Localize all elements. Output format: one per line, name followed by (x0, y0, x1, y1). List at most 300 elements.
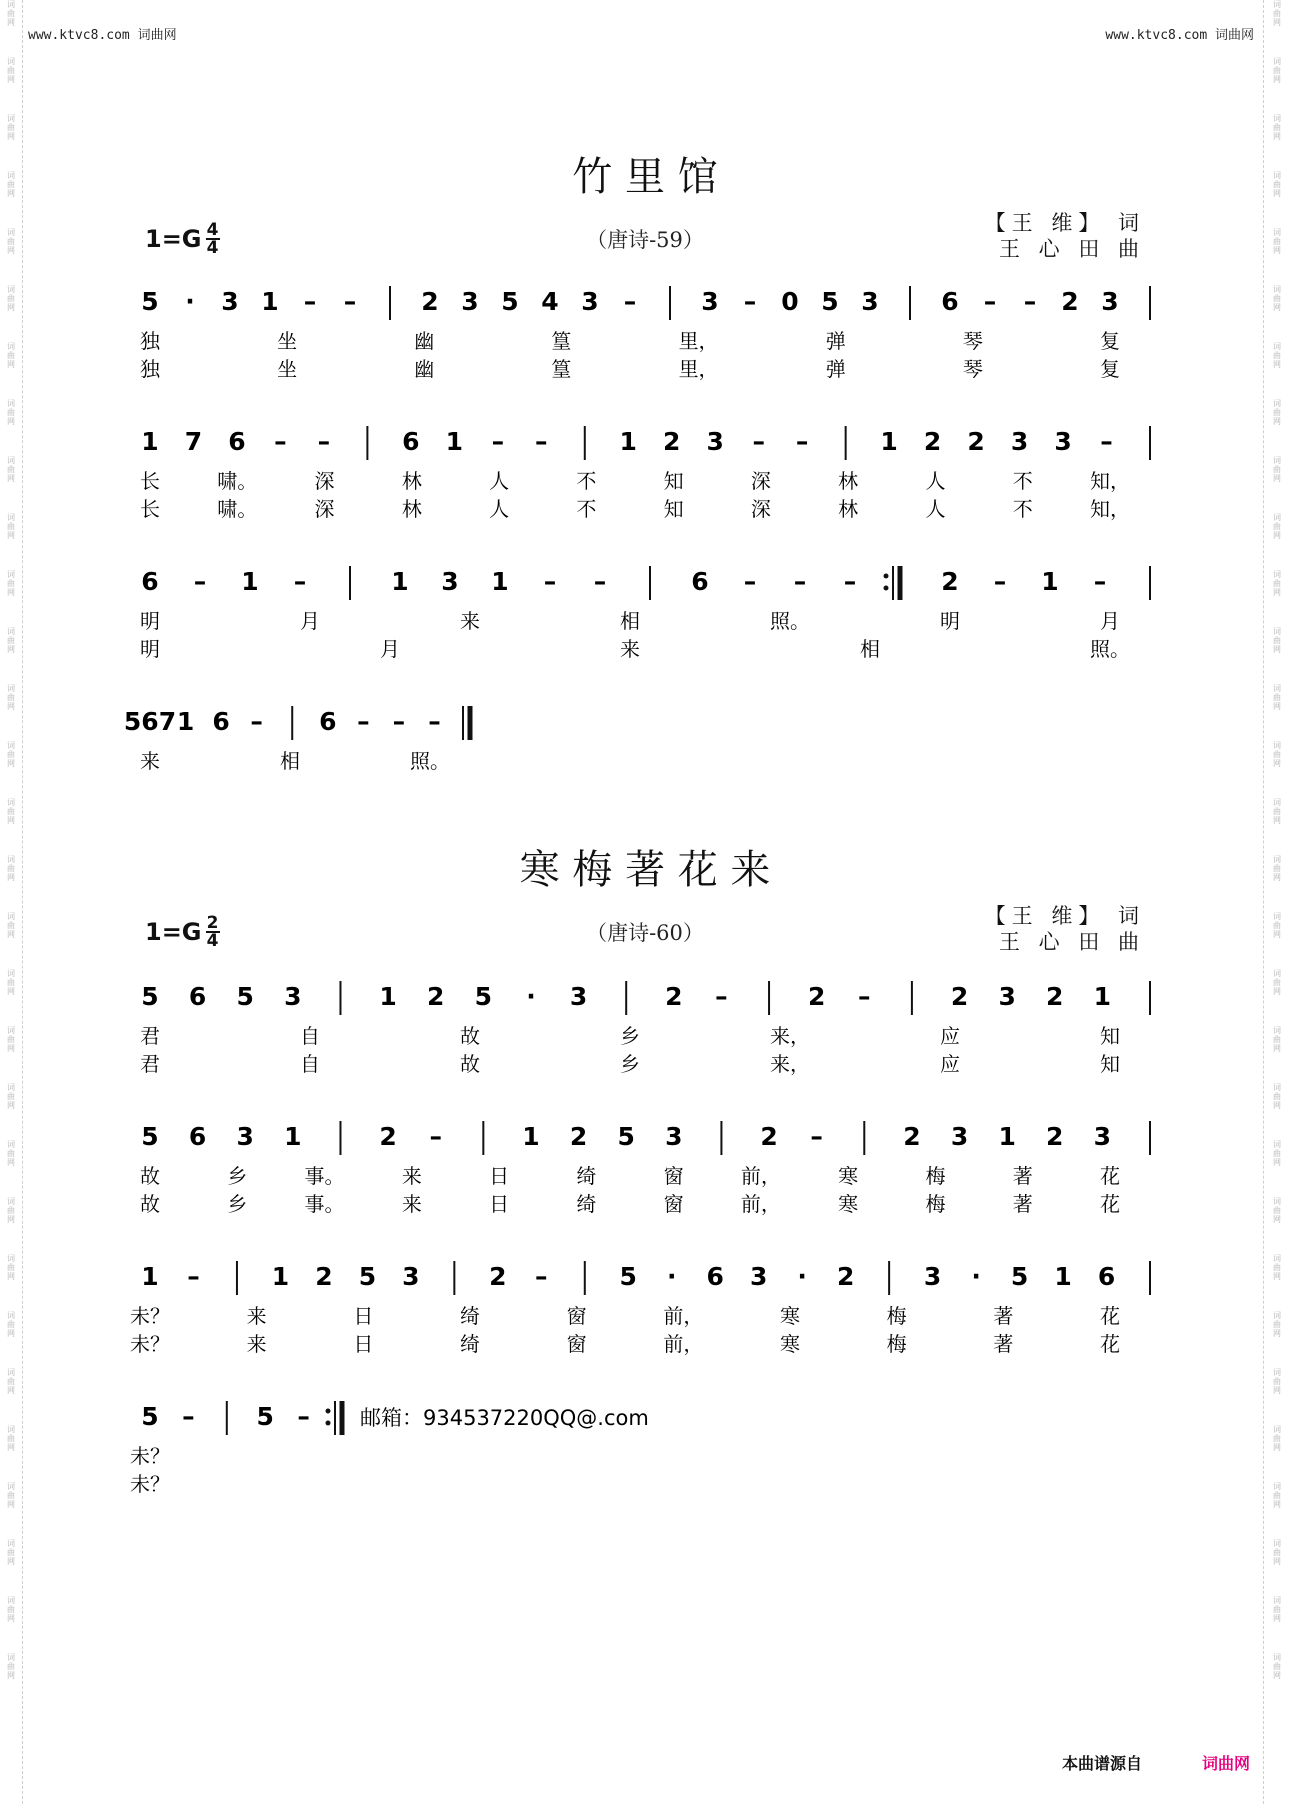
note: 6 (228, 427, 246, 456)
watermark-text: 词曲网 (6, 1311, 16, 1338)
watermark-text: 词曲网 (6, 228, 16, 255)
note: 2 (427, 982, 445, 1011)
note: – (743, 567, 757, 596)
lyric-syllable: 寒 (838, 1192, 859, 1216)
lyric-syllable: 绮 (576, 1164, 597, 1188)
note: 2 (1046, 982, 1064, 1011)
note: 5 (141, 1122, 159, 1151)
lyric-syllable: 林 (838, 497, 859, 521)
watermark-text: 词曲网 (1272, 0, 1282, 27)
watermark-text: 词曲网 (1272, 570, 1282, 597)
lyric-syllable: 寒 (780, 1332, 800, 1356)
barline (911, 981, 913, 1015)
note: 3 (706, 427, 724, 456)
note: – (274, 427, 287, 456)
lyric-syllable: 复 (1100, 357, 1120, 381)
barline (389, 286, 391, 320)
barline (482, 1121, 484, 1155)
lyric-syllable: 前， (740, 1192, 781, 1216)
barline (649, 566, 651, 600)
barline (884, 566, 903, 600)
barline (339, 1121, 341, 1155)
lyric-syllable: 故 (140, 1164, 160, 1188)
note: – (297, 1402, 310, 1431)
lyric-syllable: 日 (489, 1192, 510, 1216)
lyric-syllable: 乡 (227, 1164, 248, 1188)
lyric-syllable: 坐 (277, 329, 298, 353)
lyric-syllable: 故 (460, 1024, 480, 1048)
song-subtitle: （唐诗-60） (586, 921, 704, 945)
watermark-text: 词曲网 (1272, 969, 1282, 996)
lyric-syllable: 窗 (663, 1164, 684, 1188)
note: – (1023, 287, 1037, 316)
note: · (526, 982, 536, 1011)
barline (236, 1261, 238, 1295)
lyric-syllable: 未？ (130, 1304, 170, 1328)
barline (669, 286, 671, 320)
note: 4 (541, 287, 559, 316)
lyricist-credit: 【王 维】 词 (984, 211, 1145, 235)
watermark-text: 词曲网 (6, 1026, 16, 1053)
lyric-syllable: 弹 (825, 329, 846, 353)
lyric-syllable: 深 (750, 497, 771, 521)
note: 567 (123, 707, 177, 736)
lyric-syllable: 月 (1100, 609, 1120, 633)
watermark-text: 词曲网 (1272, 1254, 1282, 1281)
note: 1 (141, 427, 159, 456)
lyric-syllable: 未？ (130, 1332, 170, 1356)
note: – (795, 427, 809, 456)
note: 6 (188, 1122, 207, 1151)
note: 2 (760, 1122, 778, 1151)
note: 3 (284, 982, 302, 1011)
note: 2 (836, 1262, 855, 1291)
note: 2 (379, 1122, 397, 1151)
barline (339, 981, 341, 1015)
watermark-text: 词曲网 (1272, 285, 1282, 312)
lyric-syllable: 月 (300, 609, 320, 633)
note: – (317, 427, 331, 456)
note: 2 (569, 1122, 588, 1151)
site-url-left[interactable]: www.ktvc8.com 词曲网 (28, 28, 177, 43)
note: 6 (188, 982, 207, 1011)
lyric-syllable: 窗 (663, 1192, 684, 1216)
watermark-text: 词曲网 (6, 1368, 16, 1395)
note: 3 (461, 287, 479, 316)
note: 5 (619, 1262, 637, 1291)
watermark-text: 词曲网 (6, 912, 16, 939)
lyric-syllable: 前， (663, 1332, 704, 1356)
note: · (797, 1262, 807, 1291)
note: 2 (489, 1262, 507, 1291)
note: – (752, 427, 765, 456)
note: – (543, 567, 557, 596)
lyric-syllable: 著 (993, 1304, 1014, 1328)
watermark-text: 词曲网 (1272, 741, 1282, 768)
note: – (593, 567, 607, 596)
barline (584, 426, 586, 460)
lyric-syllable: 乡 (620, 1052, 640, 1076)
watermark-text: 词曲网 (1272, 1311, 1282, 1338)
lyric-syllable: 来 (460, 609, 480, 633)
lyric-syllable: 著 (1012, 1164, 1033, 1188)
time-signature: $\frac{4}{4}$ (206, 220, 219, 258)
note: 5 (474, 982, 493, 1011)
lyric-syllable: 琴 (962, 357, 983, 381)
note: 5 (1010, 1262, 1029, 1291)
lyric-syllable: 知 (663, 497, 684, 521)
note: – (1100, 427, 1113, 456)
lyric-syllable: 来 (401, 1192, 422, 1216)
lyric-syllable: 梅 (886, 1332, 907, 1356)
watermark-text: 词曲网 (1272, 456, 1282, 483)
barline (366, 426, 368, 460)
lyric-syllable: 月 (380, 637, 400, 661)
watermark-text: 词曲网 (1272, 1539, 1282, 1566)
watermark-text: 词曲网 (6, 171, 16, 198)
lyric-syllable: 来 (620, 637, 640, 661)
lyric-syllable: 啸。 (217, 497, 258, 521)
lyric-syllable: 来 (246, 1332, 267, 1356)
barline (453, 1261, 455, 1295)
lyric-syllable: 绮 (460, 1304, 480, 1328)
barline (326, 1401, 345, 1435)
note: 1 (141, 1262, 159, 1291)
barline (1149, 286, 1151, 320)
composer-credit: 王 心 田 曲 (998, 237, 1145, 261)
lyric-syllable: 自 (300, 1052, 320, 1076)
watermark-text: 词曲网 (6, 285, 16, 312)
note: 1 (1041, 567, 1059, 596)
watermark-text: 词曲网 (6, 57, 16, 84)
note: 1 (391, 567, 409, 596)
note: 5 (256, 1402, 274, 1431)
lyric-syllable: 自 (300, 1024, 320, 1048)
lyric-syllable: 前， (663, 1304, 704, 1328)
watermark-text: 词曲网 (6, 684, 16, 711)
watermark-text: 词曲网 (1272, 1425, 1282, 1452)
site-url-right[interactable]: www.ktvc8.com 词曲网 (1105, 28, 1254, 43)
note: 3 (701, 287, 719, 316)
note: 3 (441, 567, 459, 596)
watermark-text: 词曲网 (1272, 1482, 1282, 1509)
watermark-text: 词曲网 (6, 1254, 16, 1281)
song-subtitle: （唐诗-59） (586, 228, 704, 252)
note: – (187, 1262, 200, 1291)
lyric-syllable: 来， (770, 1024, 810, 1048)
watermark-text: 词曲网 (1272, 1368, 1282, 1395)
watermark-text: 词曲网 (1272, 228, 1282, 255)
lyric-syllable: 篁 (551, 329, 572, 353)
barline (226, 1401, 228, 1435)
lyric-syllable: 窗 (566, 1332, 587, 1356)
watermark-text: 词曲网 (6, 456, 16, 483)
barline (1149, 981, 1151, 1015)
lyric-syllable: 明 (940, 609, 960, 633)
watermark-text: 词曲网 (1272, 912, 1282, 939)
barline (291, 706, 293, 740)
note: 3 (236, 1122, 254, 1151)
barline (909, 286, 911, 320)
note: 2 (1061, 287, 1079, 316)
watermark-text: 词曲网 (6, 513, 16, 540)
lyric-syllable: 君 (140, 1024, 160, 1048)
lyric-syllable: 未？ (130, 1444, 170, 1468)
note: 5 (236, 982, 254, 1011)
lyric-syllable: 林 (401, 497, 422, 521)
lyric-syllable: 幽 (414, 357, 435, 381)
watermark-text: 词曲网 (1272, 399, 1282, 426)
lyric-syllable: 深 (314, 497, 335, 521)
lyric-syllable: 未？ (130, 1472, 170, 1496)
lyric-syllable: 相 (280, 749, 300, 773)
lyric-syllable: 著 (1012, 1192, 1033, 1216)
watermark-text: 词曲网 (1272, 1083, 1282, 1110)
note: – (535, 1262, 548, 1291)
source-label: 本曲谱源自 (1061, 1754, 1142, 1773)
lyric-syllable: 人 (925, 497, 946, 521)
barline (349, 566, 351, 600)
watermark-text: 词曲网 (1272, 1596, 1282, 1623)
lyric-syllable: 来 (401, 1164, 422, 1188)
lyric-syllable: 事。 (304, 1192, 345, 1216)
note: 2 (421, 287, 439, 316)
note: – (293, 567, 307, 596)
note: 3 (1101, 287, 1119, 316)
watermark-text: 词曲网 (1272, 684, 1282, 711)
note: 2 (923, 427, 942, 456)
lyric-syllable: 林 (401, 469, 422, 493)
note: 1 (880, 427, 898, 456)
note: 1 (1093, 982, 1112, 1011)
time-signature: $\frac{2}{4}$ (206, 913, 219, 951)
watermark-text: 词曲网 (1272, 342, 1282, 369)
note: – (743, 287, 757, 316)
watermark-text: 词曲网 (6, 1083, 16, 1110)
note: 3 (861, 287, 879, 316)
lyricist-credit: 【王 维】 词 (984, 904, 1145, 928)
note: – (392, 707, 406, 736)
note: · (185, 287, 195, 316)
lyric-syllable: 人 (489, 469, 510, 493)
lyric-syllable: 啸。 (217, 469, 258, 493)
note: 2 (665, 982, 683, 1011)
lyric-syllable: 乡 (227, 1192, 248, 1216)
lyric-syllable: 知， (1090, 469, 1130, 493)
lyric-syllable: 梅 (925, 1164, 946, 1188)
lyric-syllable: 明 (140, 637, 160, 661)
note: – (193, 567, 207, 596)
note: 3 (1010, 427, 1029, 456)
lyric-syllable: 应 (940, 1052, 960, 1076)
lyric-syllable: 不 (576, 497, 597, 521)
song-credits (985, 210, 1145, 262)
song-credits (985, 903, 1145, 955)
lyric-syllable: 篁 (551, 357, 572, 381)
lyric-syllable: 人 (489, 497, 510, 521)
lyric-syllable: 前， (740, 1164, 781, 1188)
barline (1149, 566, 1151, 600)
lyric-syllable: 知， (1090, 497, 1130, 521)
lyric-syllable: 应 (940, 1024, 960, 1048)
watermark-text: 词曲网 (1272, 1653, 1282, 1680)
note: 1 (1054, 1262, 1072, 1291)
lyric-syllable: 不 (1012, 497, 1033, 521)
note: – (623, 287, 637, 316)
watermark-text: 词曲网 (6, 741, 16, 768)
lyric-syllable: 深 (314, 469, 335, 493)
note: 7 (184, 427, 203, 456)
lyric-syllable: 绮 (460, 1332, 480, 1356)
lyric-syllable: 人 (925, 469, 946, 493)
lyric-syllable: 照。 (1090, 637, 1130, 661)
note: 5 (141, 982, 159, 1011)
watermark-text: 词曲网 (1272, 114, 1282, 141)
note: – (535, 427, 548, 456)
note: 6 (402, 427, 420, 456)
barline (1149, 426, 1151, 460)
note: 5 (821, 287, 839, 316)
key-label: 1=G (145, 225, 202, 253)
note: 2 (663, 427, 681, 456)
lyric-syllable: 花 (1100, 1304, 1120, 1328)
note: – (303, 287, 317, 316)
note: – (357, 707, 370, 736)
lyric-syllable: 里， (678, 329, 719, 353)
note: 6 (212, 707, 230, 736)
song-title: 竹 里 馆 (572, 154, 718, 200)
note: – (843, 567, 857, 596)
lyric-syllable: 花 (1100, 1164, 1120, 1188)
lyric-syllable: 花 (1100, 1332, 1120, 1356)
watermark-text: 词曲网 (6, 399, 16, 426)
barline (888, 1261, 890, 1295)
note: 1 (445, 427, 464, 456)
lyric-syllable: 坐 (277, 357, 298, 381)
note: – (715, 982, 728, 1011)
lyric-syllable: 来 (246, 1304, 267, 1328)
lyric-syllable: 林 (838, 469, 859, 493)
barline (462, 706, 473, 740)
note: 5 (501, 287, 519, 316)
note: 1 (241, 567, 259, 596)
footer-brand-link[interactable]: 词曲网 (1201, 1754, 1250, 1773)
note: – (810, 1122, 823, 1151)
watermark-text: 词曲网 (6, 0, 16, 27)
note: – (491, 427, 505, 456)
note: · (971, 1262, 981, 1291)
lyric-syllable: 日 (489, 1164, 510, 1188)
lyric-syllable: 相 (860, 637, 880, 661)
note: 2 (1046, 1122, 1064, 1151)
watermark-text: 词曲网 (6, 855, 16, 882)
email-contact: 邮箱：934537220QQ@.com (360, 1406, 649, 1430)
note: – (343, 287, 357, 316)
watermark-text: 词曲网 (6, 1140, 16, 1167)
note: 2 (903, 1122, 921, 1151)
note: · (666, 1262, 677, 1291)
lyric-syllable: 知 (1100, 1052, 1120, 1076)
lyric-syllable: 独 (140, 357, 160, 381)
score-song-1 (0, 270, 1290, 790)
watermark-text: 词曲网 (6, 570, 16, 597)
lyric-syllable: 梅 (925, 1192, 946, 1216)
note: 1 (379, 982, 397, 1011)
note: 1 (284, 1122, 302, 1151)
note: 1 (271, 1262, 290, 1291)
note: 2 (967, 427, 985, 456)
score-song-2 (0, 965, 1290, 1525)
lyric-syllable: 照。 (410, 749, 450, 773)
note: 3 (923, 1262, 942, 1291)
lyric-syllable: 相 (620, 609, 640, 633)
watermark-text: 词曲网 (6, 1653, 16, 1680)
lyric-syllable: 弹 (825, 357, 846, 381)
watermark-text: 词曲网 (6, 1539, 16, 1566)
lyric-syllable: 不 (576, 469, 597, 493)
note: – (182, 1402, 195, 1431)
note: 3 (402, 1262, 420, 1291)
note: 0 (781, 287, 799, 316)
note: 2 (807, 982, 826, 1011)
barline (1149, 1261, 1151, 1295)
watermark-text: 词曲网 (1272, 627, 1282, 654)
footer (1062, 1751, 1250, 1774)
lyric-syllable: 乡 (620, 1024, 640, 1048)
lyric-syllable: 幽 (414, 329, 435, 353)
barline (1149, 1121, 1151, 1155)
note: 3 (998, 982, 1016, 1011)
note: 1 (491, 567, 509, 596)
lyric-syllable: 寒 (838, 1164, 859, 1188)
note: 3 (665, 1122, 683, 1151)
lyric-syllable: 琴 (962, 329, 983, 353)
note: 3 (221, 287, 239, 316)
composer-credit: 王 心 田 曲 (998, 930, 1145, 954)
note: 2 (941, 567, 959, 596)
note: 6 (141, 567, 159, 596)
lyric-syllable: 里， (678, 357, 719, 381)
lyric-syllable: 照。 (770, 609, 810, 633)
lyric-syllable: 故 (140, 1192, 160, 1216)
lyric-syllable: 日 (353, 1332, 374, 1356)
barline (720, 1121, 722, 1155)
watermark-text: 词曲网 (1272, 1026, 1282, 1053)
watermark-text: 词曲网 (1272, 513, 1282, 540)
note: 6 (319, 707, 337, 736)
note: – (993, 567, 1007, 596)
watermark-text: 词曲网 (1272, 171, 1282, 198)
note: – (858, 982, 871, 1011)
note: 5 (141, 287, 159, 316)
note: 3 (569, 982, 588, 1011)
watermark-text: 词曲网 (1272, 57, 1282, 84)
note: 3 (950, 1122, 969, 1151)
watermark-text: 词曲网 (6, 342, 16, 369)
lyric-syllable: 绮 (576, 1192, 597, 1216)
watermark-text: 词曲网 (6, 1425, 16, 1452)
note: – (793, 567, 807, 596)
watermark-text: 词曲网 (6, 1197, 16, 1224)
lyric-syllable: 花 (1100, 1192, 1120, 1216)
note: 1 (522, 1122, 540, 1151)
lyric-syllable: 窗 (566, 1304, 587, 1328)
barline (625, 981, 627, 1015)
lyric-syllable: 事。 (304, 1164, 345, 1188)
lyric-syllable: 长 (140, 497, 160, 521)
barline (768, 981, 770, 1015)
lyric-syllable: 君 (140, 1052, 160, 1076)
